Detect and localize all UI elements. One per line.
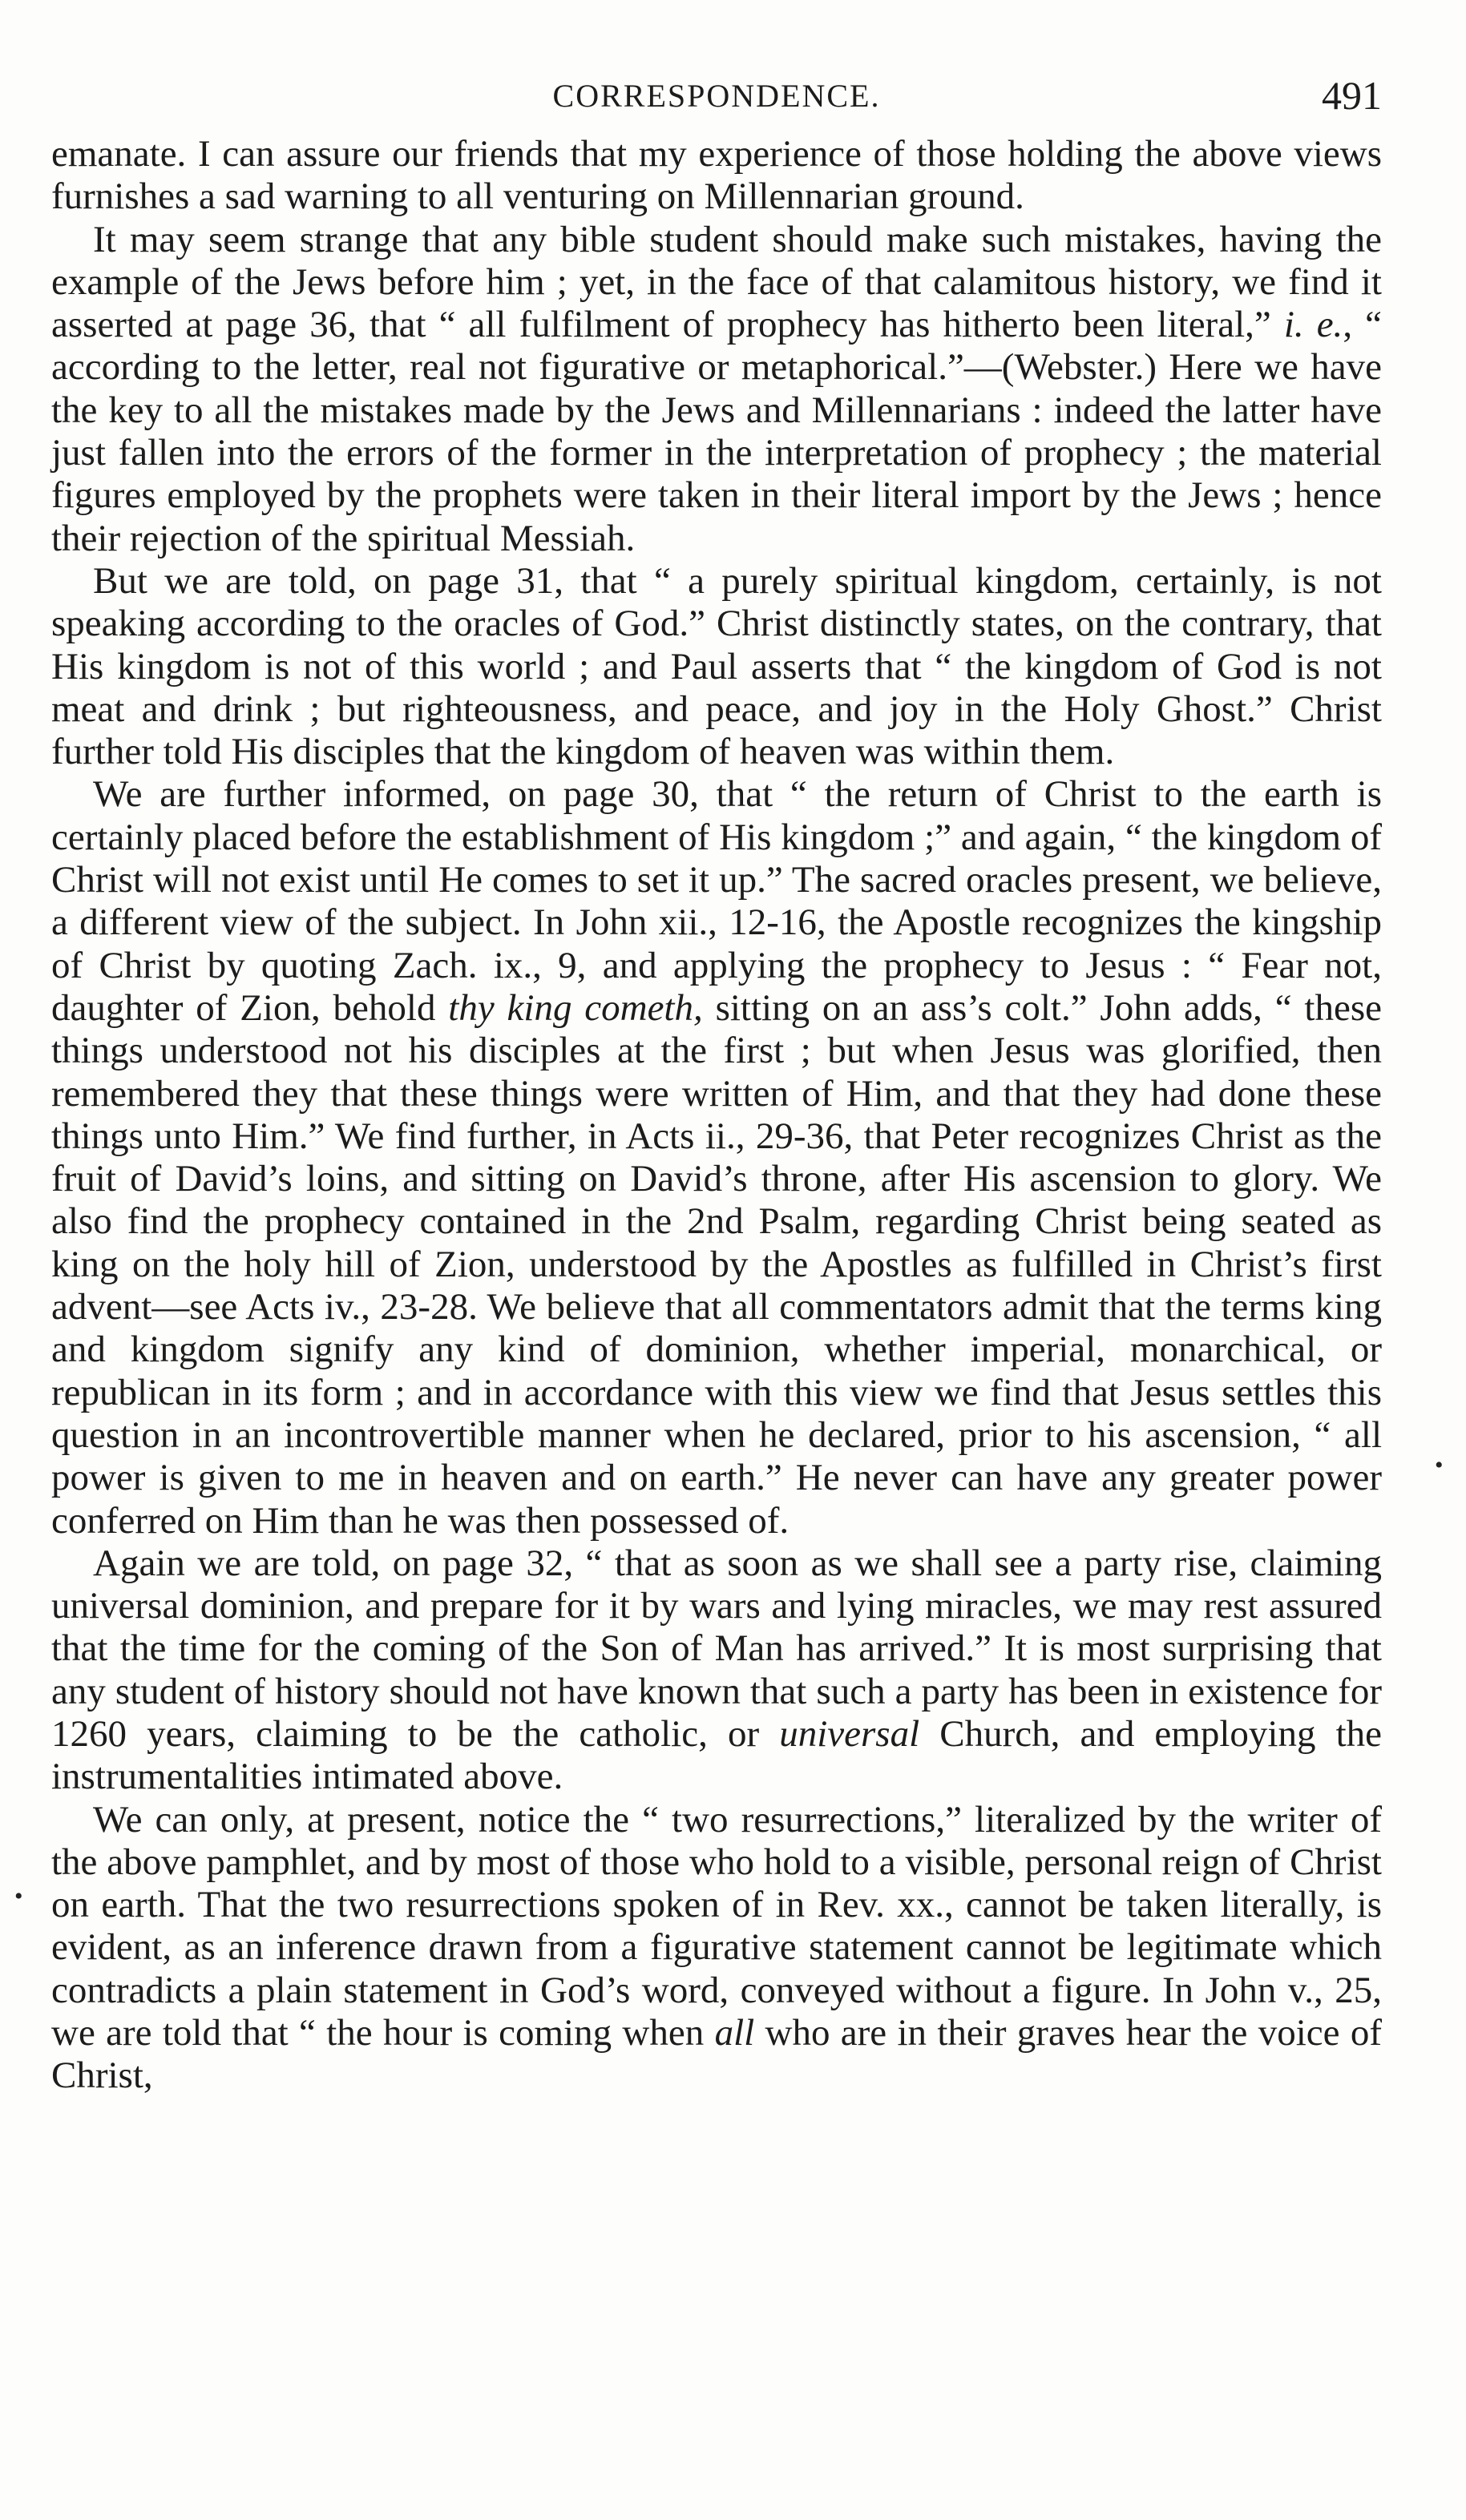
paragraph — [51, 1799, 1382, 2098]
text-segment: It may seem strange that any bible student should make such mistakes, having the example of the Jews before him ; yet, in the face of that calamitous history, we find it asserted at page 36, that “ all fulfilment of prophecy has hitherto been literal,” — [51, 218, 1382, 346]
paragraph — [51, 773, 1382, 1542]
paragraph — [51, 1542, 1382, 1799]
paragraph — [51, 219, 1382, 560]
page-number: 491 — [1322, 73, 1382, 118]
text-segment: We can only, at present, notice the “ two resurrections,” literalized by the writer of the above pamphlet, and by most of those who hold to a visible, personal reign of Christ on earth. That the two resurrections spoken of in Rev. xx., cannot be taken literally, is evident, as an inference drawn from a figurative statement cannot be legitimate which contradicts a plain statement in God’s word, conveyed without a figure. In John v., 25, we are told that “ the hour is coming when — [51, 1798, 1382, 2054]
text-segment: who are in their graves hear the voice of Christ, — [51, 2012, 1382, 2097]
text-segment: We are further informed, on page 30, that “ the return of Christ to the earth is certainly placed before the establishment of His kingdom ;” and again, “ the kingdom of Christ will not exist until He comes to set it up.” The sacred oracles present, we believe, a different view of the subject. In John xii., 12-16, the Apostle recognizes the kingship of Christ by quoting Zach. ix., 9, and applying the prophecy to Jesus : “ Fear not, daughter of Zion, behold — [51, 773, 1382, 1029]
italic-text: universal — [779, 1712, 920, 1755]
text-segment: Again we are told, on page 32, “ that as soon as we shall see a party rise, claiming universal dominion, and prepare for it by wars and lying miracles, we may rest assured that the time for the coming of the Son of Man has arrived.” It is most surprising that any student of history should not have known that such a party has been in existence for 1260 years, claiming to be the catholic, or — [51, 1542, 1382, 1755]
running-head: CORRESPONDENCE. — [552, 78, 881, 114]
text-segment: sitting on an ass’s colt.” John adds, “ these things understood not his disciples at the first ; but when Jesus was glorified, then remembered they that these things were written of Him, and that they had done these things unto Him.” We find further, in Acts ii., 29-36, that Peter recognizes Christ as the fruit of David’s loins, and sitting on David’s throne, after His ascension to glory. We also find the prophecy contained in the 2nd Psalm, regarding Christ being seated as king on the holy hill of Zion, understood by the Apostles as fulfilled in Christ’s first advent—see Acts iv., 23-28. We believe that all commentators admit that the terms king and kingdom signify any kind of dominion, whether imperial, monarchical, or republican in its form ; and in accordance with this view we find that Jesus settles this question in an incontrovertible manner when he declared, prior to his ascension, “ all power is given to me in heaven and on earth.” He never can have any greater power conferred on Him than he was then possessed of. — [51, 986, 1382, 1542]
margin-mark: • — [1435, 1452, 1444, 1478]
italic-text: all — [714, 2012, 755, 2054]
text-segment: emanate. I can assure our friends that my experience of those holding the above views furnishes a sad warning to all venturing on Millennarian ground. — [51, 133, 1382, 218]
text-segment: But we are told, on page 31, that “ a purely spiritual kingdom, certainly, is not speaking according to the oracles of God.” Christ distinctly states, on the contrary, that His kingdom is not of this world ; and Paul asserts that “ the kingdom of God is not meat and drink ; but righteousness, and peace, and joy in the Holy Ghost.” Christ further told His disciples that the kingdom of heaven was within them. — [51, 559, 1382, 773]
text-segment: , “ according to the letter, real not figurative or metaphorical.”—(Webster.) Here we have the key to all the mistakes made by the Jews and Millennarians : indeed the latter have just fallen into the errors of the former in the interpretation of prophecy ; the material figures employed by the prophets were taken in their literal import by the Jews ; hence their rejection of the spiritual Messiah. — [51, 304, 1382, 559]
paragraph — [51, 560, 1382, 773]
body-text — [51, 133, 1382, 2098]
paragraph — [51, 133, 1382, 219]
document-page — [51, 73, 1382, 2098]
italic-text: thy king cometh, — [448, 986, 703, 1029]
text-segment: Church, and employing the instrumentalities intimated above. — [51, 1712, 1382, 1798]
page-header — [51, 73, 1382, 125]
italic-text: i. e. — [1283, 304, 1343, 346]
margin-mark: • — [14, 1883, 23, 1909]
